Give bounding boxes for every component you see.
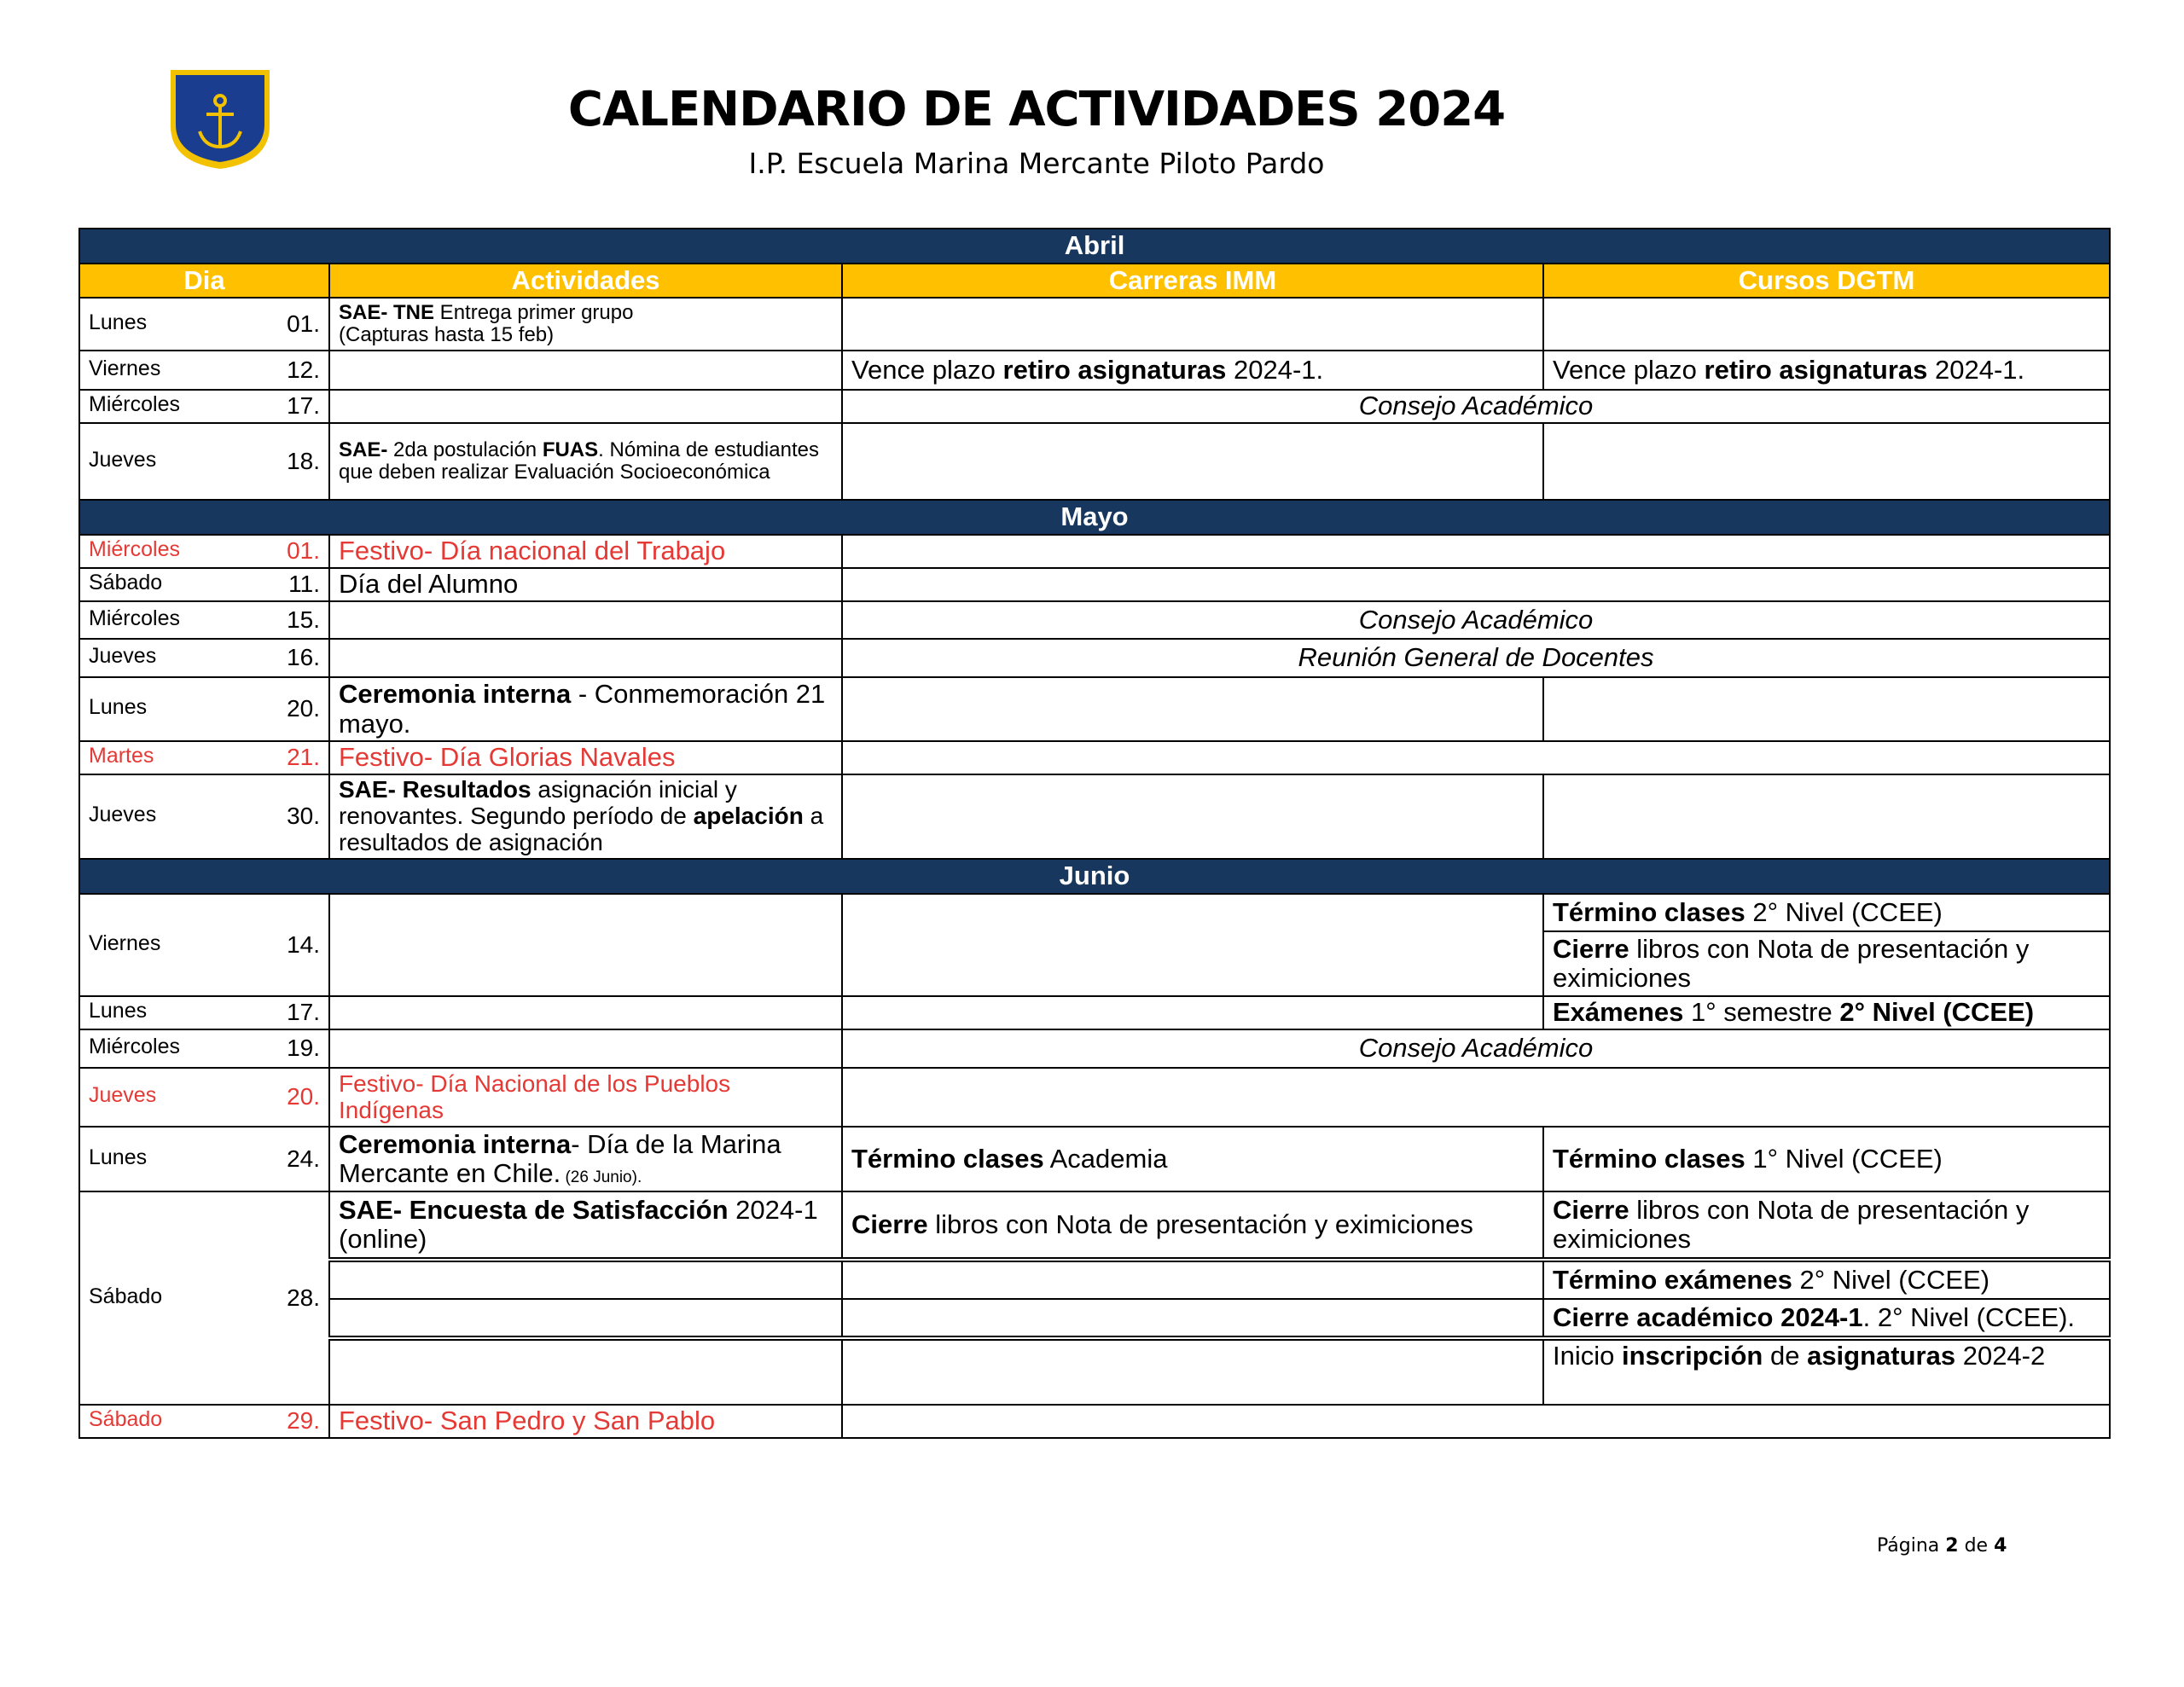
table-row	[79, 741, 2110, 774]
activity-cell	[329, 639, 842, 677]
activity-cell: Día del Alumno	[329, 568, 842, 601]
merged-cell	[842, 1068, 2110, 1127]
calendar-table	[78, 228, 2111, 1439]
activity-cell: Festivo- Día nacional del Trabajo	[329, 535, 842, 568]
day-cell: Lunes 17.	[79, 996, 329, 1029]
activity-cell: SAE- TNE Entrega primer grupo (Capturas hasta 15 feb)	[329, 298, 842, 351]
cursos-cell: Vence plazo retiro asignaturas 2024-1.	[1543, 351, 2110, 390]
activity-cell: Festivo- Día Glorias Navales	[329, 741, 842, 774]
cursos-cell: Término clases 1° Nivel (CCEE)	[1543, 1127, 2110, 1191]
day-cell: Miércoles 17.	[79, 390, 329, 423]
day-cell: Sábado 29.	[79, 1405, 329, 1438]
month-header-mayo	[79, 500, 2110, 535]
day-cell: Sábado 11.	[79, 568, 329, 601]
day-cell: Miércoles 19.	[79, 1029, 329, 1068]
col-cursos: Cursos DGTM	[1543, 264, 2110, 298]
activity-cell: SAE- Encuesta de Satisfacción 2024-1 (online)	[329, 1191, 842, 1260]
day-cell: Miércoles 15.	[79, 601, 329, 639]
cursos-cell	[1543, 423, 2110, 500]
carreras-cell	[842, 894, 1543, 996]
table-row	[79, 423, 2110, 500]
table-row	[79, 390, 2110, 423]
day-cell: Lunes 24.	[79, 1127, 329, 1191]
carreras-cell	[842, 423, 1543, 500]
day-cell: Miércoles 01.	[79, 535, 329, 568]
table-row	[79, 351, 2110, 390]
carreras-cell	[842, 774, 1543, 859]
carreras-cell: Cierre libros con Nota de presentación y eximiciones	[842, 1191, 1543, 1260]
cursos-cell: Inicio inscripción de asignaturas 2024-2	[1543, 1338, 2110, 1405]
month-label: Mayo	[79, 500, 2110, 535]
cursos-cell: Término clases 2° Nivel (CCEE)	[1543, 894, 2110, 931]
activity-cell: SAE- Resultados asignación inicial y renovantes. Segundo período de apelación a resultados de asignación	[329, 774, 842, 859]
table-row	[79, 774, 2110, 859]
activity-cell	[329, 1299, 842, 1338]
carreras-cell	[842, 996, 1543, 1029]
table-row	[79, 639, 2110, 677]
activity-cell: Ceremonia interna- Día de la Marina Mercante en Chile. (26 Junio).	[329, 1127, 842, 1191]
table-row	[79, 1127, 2110, 1191]
merged-cell	[842, 568, 2110, 601]
carreras-cell	[842, 1260, 1543, 1299]
cursos-cell: Cierre libros con Nota de presentación y eximiciones	[1543, 931, 2110, 996]
table-row	[79, 1191, 2110, 1260]
activity-cell	[329, 996, 842, 1029]
cursos-cell	[1543, 774, 2110, 859]
day-cell: Jueves 18.	[79, 423, 329, 500]
activity-cell	[329, 351, 842, 390]
col-actividades: Actividades	[329, 264, 842, 298]
column-header-row	[79, 264, 2110, 298]
carreras-cell	[842, 1338, 1543, 1405]
carreras-cell	[842, 677, 1543, 741]
table-row	[79, 1068, 2110, 1127]
table-row	[79, 1299, 2110, 1338]
table-row	[79, 894, 2110, 931]
cursos-cell: Cierre académico 2024-1. 2° Nivel (CCEE).	[1543, 1299, 2110, 1338]
activity-cell	[329, 1029, 842, 1068]
activity-cell	[329, 1260, 842, 1299]
day-cell: Lunes 01.	[79, 298, 329, 351]
month-label: Junio	[79, 859, 2110, 894]
table-row	[79, 298, 2110, 351]
day-cell: Sábado 28.	[79, 1191, 329, 1405]
month-header-abril	[79, 229, 2110, 264]
activity-cell	[329, 390, 842, 423]
activity-cell: Festivo- San Pedro y San Pablo	[329, 1405, 842, 1438]
activity-cell: Festivo- Día Nacional de los Pueblos Indígenas	[329, 1068, 842, 1127]
col-dia: Dia	[79, 264, 329, 298]
activity-cell	[329, 1338, 842, 1405]
activity-cell	[329, 601, 842, 639]
merged-cell: Consejo Académico	[842, 390, 2110, 423]
table-row	[79, 535, 2110, 568]
activity-cell: Ceremonia interna - Conmemoración 21 mayo.	[329, 677, 842, 741]
activity-cell	[329, 894, 842, 996]
day-cell: Viernes 12.	[79, 351, 329, 390]
activity-cell: SAE- 2da postulación FUAS. Nómina de estudiantes que deben realizar Evaluación Socioeconómica	[329, 423, 842, 500]
col-carreras: Carreras IMM	[842, 264, 1543, 298]
cursos-cell: Término exámenes 2° Nivel (CCEE)	[1543, 1260, 2110, 1299]
table-row	[79, 1260, 2110, 1299]
merged-cell: Reunión General de Docentes	[842, 639, 2110, 677]
carreras-cell: Término clases Academia	[842, 1127, 1543, 1191]
merged-cell	[842, 535, 2110, 568]
carreras-cell	[842, 1299, 1543, 1338]
carreras-cell	[842, 298, 1543, 351]
table-row	[79, 1405, 2110, 1438]
table-row	[79, 677, 2110, 741]
day-cell: Viernes 14.	[79, 894, 329, 996]
month-header-junio	[79, 859, 2110, 894]
day-cell: Jueves 20.	[79, 1068, 329, 1127]
carreras-cell: Vence plazo retiro asignaturas 2024-1.	[842, 351, 1543, 390]
merged-cell	[842, 1405, 2110, 1438]
page-title: CALENDARIO DE ACTIVIDADES 2024	[567, 82, 1506, 137]
month-label: Abril	[79, 229, 2110, 264]
cursos-cell	[1543, 677, 2110, 741]
merged-cell: Consejo Académico	[842, 601, 2110, 639]
merged-cell: Consejo Académico	[842, 1029, 2110, 1068]
table-row	[79, 568, 2110, 601]
day-cell: Jueves 16.	[79, 639, 329, 677]
day-cell: Lunes 20.	[79, 677, 329, 741]
cursos-cell: Cierre libros con Nota de presentación y eximiciones	[1543, 1191, 2110, 1260]
day-cell: Jueves 30.	[79, 774, 329, 859]
table-row	[79, 996, 2110, 1029]
merged-cell	[842, 741, 2110, 774]
page-subtitle: I.P. Escuela Marina Mercante Piloto Pardo	[748, 147, 1325, 180]
cursos-cell: Exámenes 1° semestre 2° Nivel (CCEE)	[1543, 996, 2110, 1029]
day-cell: Martes 21.	[79, 741, 329, 774]
table-row	[79, 601, 2110, 639]
cursos-cell	[1543, 298, 2110, 351]
table-row	[79, 1338, 2110, 1405]
table-row	[79, 1029, 2110, 1068]
page-number: Página 2 de 4	[1877, 1535, 2007, 1557]
